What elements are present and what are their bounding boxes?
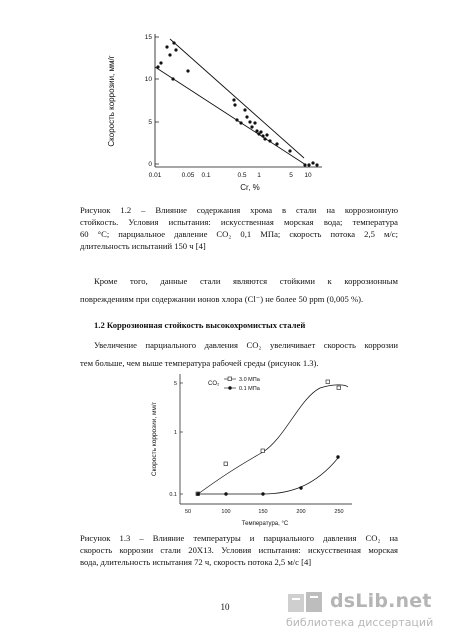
y-tick-label: 5 <box>148 119 152 126</box>
x-tick-label: 0.05 <box>181 172 195 179</box>
y-tick-label: 15 <box>144 34 152 41</box>
points-3mpa <box>196 380 341 496</box>
x-tick-label: 100 <box>221 509 231 515</box>
x-tick-label: 0.01 <box>148 172 162 179</box>
legend-marker-square <box>228 377 232 381</box>
caption-line: 60 °С; парциальное давление CO₂ 0,1 МПа; скорость потока 2,5 м/с; <box>80 229 398 239</box>
legend-gas-label: CO₂ <box>208 381 220 387</box>
figure2-caption <box>80 532 398 568</box>
dslib-logo-icon <box>286 590 328 614</box>
curve-01mpa <box>198 458 338 494</box>
points-01mpa <box>196 455 339 495</box>
paragraph-chloride <box>80 272 398 308</box>
y-tick-label: 0 <box>148 161 152 168</box>
x-tick-label: 200 <box>296 509 306 515</box>
y-tick-label: 10 <box>144 76 152 83</box>
y-axis-label: Скорость коррозии, мм/г <box>151 401 158 477</box>
page-number: 10 <box>220 602 230 612</box>
caption-line: вода, длительность испытания 72 ч, скорость потока 2,5 м/с [4] <box>80 557 312 567</box>
watermark-tagline: библиотека диссертаций <box>286 616 434 629</box>
x-tick-label: 150 <box>258 509 268 515</box>
paragraph-line: тем больше, чем выше температура рабочей среды (рисунок 1.3). <box>80 358 319 368</box>
x-tick-label: 0.1 <box>201 172 211 179</box>
data-points <box>156 41 318 166</box>
paragraph-line: Кроме того, данные стали являются стойкими к коррозионным <box>94 276 398 286</box>
x-tick-label: 250 <box>334 509 344 515</box>
paragraph-line: повреждениям при содержании ионов хлора (Cl⁻) не более 50 ppm (0,005 %). <box>80 294 364 304</box>
paragraph-pressure <box>80 336 398 372</box>
y-tick-label: 1 <box>173 430 177 436</box>
legend-series-label: 3.0 МПа <box>239 377 260 383</box>
caption-line: Рисунок 1.3 – Влияние температуры и парциального давления CO₂ на <box>80 533 398 543</box>
legend-series-label: 0.1 МПа <box>239 386 260 392</box>
figure1-caption <box>80 204 398 252</box>
caption-line: скорость коррозии стали 20Х13. Условия испытания: искусственная морская <box>80 545 398 555</box>
x-tick-label: 10 <box>304 172 312 179</box>
y-axis-label: Скорость коррозии, мм/г <box>107 55 116 147</box>
legend-marker-dot <box>228 386 231 389</box>
y-tick-label: 5 <box>173 381 177 387</box>
x-tick-label: 5 <box>289 172 293 179</box>
watermark-brand: dsLib.net <box>330 590 432 612</box>
lower-trend-line <box>155 67 306 165</box>
x-axis-label: Cr, % <box>240 183 260 192</box>
y-ticks <box>155 37 159 164</box>
caption-line: Рисунок 1.2 – Влияние содержания хрома в стали на коррозионную <box>80 205 398 215</box>
figure-temperature-chart <box>140 368 365 530</box>
dslib-watermark[interactable] <box>286 590 446 634</box>
figure-chromium-chart <box>100 26 340 196</box>
caption-line: длительность испытаний 150 ч [4] <box>80 241 206 251</box>
x-axis-label: Температура, °С <box>241 521 289 527</box>
x-tick-label: 50 <box>184 509 192 515</box>
curve-3mpa <box>198 385 348 494</box>
upper-trend-line <box>170 39 304 158</box>
caption-line: стойкость. Условия испытания: искусственная морская вода; температура <box>80 217 398 227</box>
section-heading: 1.2 Коррозионная стойкость высокохромистых сталей <box>94 320 306 330</box>
x-tick-label: 0.5 <box>237 172 247 179</box>
y-tick-label: 0.1 <box>169 492 177 498</box>
paragraph-line: Увеличение парциального давления CO₂ увеличивает скорость коррозии <box>94 340 398 350</box>
x-tick-label: 1 <box>257 172 261 179</box>
